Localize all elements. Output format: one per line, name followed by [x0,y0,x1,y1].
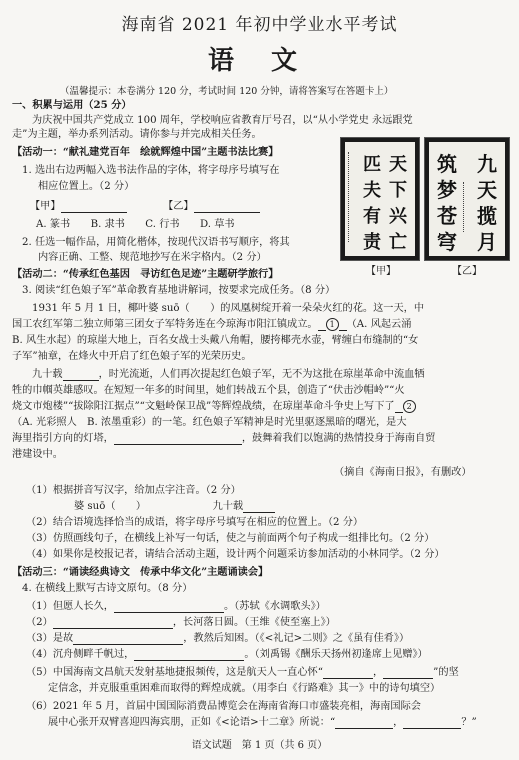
section1-heading: 一、积累与运用（25 分） [12,99,132,111]
passage-p2-line-4: （A. 光彩照人 B. 浓墨重彩）的一笔。红色娘子军精神是时光里驱逐黑暗的曙光，是大 [12,417,407,428]
calli-yi-label: 【乙】 [452,266,482,277]
calligraphy-jia [340,137,420,261]
calligraphy-yi [424,137,510,261]
q1-line-2: 相应位置上。（2 分） [38,181,135,192]
sub-q4: （4）如果你是校报记者，请结合活动主题，设计两个问题采访参加活动的小林同学。（2 分） [26,549,445,560]
passage-p2-line-6: 港建设中。 [12,449,63,460]
intro-line-2: 走”为主题，举办系列活动。请你参与并完成相关任务。 [12,129,262,140]
calli-jia-char-1: 天 [389,154,407,175]
exam-notice: （温馨提示：本卷满分 120 分，考试时间 120 分钟，请将答案写在答题卡上） [60,86,394,97]
calli-jia-char-6: 夫 [363,180,381,201]
passage-p1-line-1: 1931 年 5 月 1 日，椰叶婆 suō（ ）的凤凰树绽开着一朵朵火红的花。这一天，中 [32,303,425,314]
passage-p2-line-3: 烧文市炮楼”“拔除阳江据点”“文魁岭保卫战”等辉煌战绩，在琼崖革命斗争史上写下了 2 [12,400,416,413]
q4-item-1: （1）但愿人长久， 。（苏轼《水调歌头》） [26,601,326,612]
calli-yi-char-6: 梦 [437,178,457,202]
q2-line-1: 2. 任选一幅作品，用简化楷体，按现代汉语书写顺序，将其 [22,237,290,248]
passage-p1-line-3: B. 风生水起）的琼崖大地上，百名女战士头戴八角帽，腰挎椰壳水壶，臂缠白布缝制的“女 [12,335,419,346]
calli-yi-inscription [463,182,467,232]
q4-item-2: （2） ，长河落日圆。（王维《使至塞上》） [26,617,336,628]
q2-line-2: 内容正确、工整、规范地抄写在米字格内。（2 分） [38,252,267,263]
calli-jia-char-3: 兴 [389,206,407,227]
sub-q1-items: 婆 suō（ ） 九十载 [74,500,275,513]
q1-yi-label: 【乙】 [163,201,194,212]
q4-prompt: 4. 在横线上默写古诗文原句。（8 分） [22,583,193,594]
activity1-heading: 【活动一：“献礼建党百年 绘就辉煌中国”主题书法比赛】 [12,146,279,158]
q1-options: A. 篆书 B. 隶书 C. 行书 D. 草书 [36,219,235,230]
q4-item-4: （4）沉舟侧畔千帆过， 。（刘禹锡《酬乐天扬州初逢席上见赠》） [26,649,428,660]
calli-yi-char-2: 天 [477,178,497,202]
q3-prompt: 3. 阅读“红色娘子军”革命教育基地讲解词，按要求完成任务。（8 分） [22,285,336,296]
intro-line-1: 为庆祝中国共产党成立 100 周年，学校响应省教育厅号召，以“从小学党史 永远跟党 [32,115,413,126]
calli-yi-char-1: 九 [477,152,497,176]
passage-source: （摘自《海南日报》，有删改） [334,467,472,478]
calli-jia-char-7: 有 [363,206,381,227]
calli-jia-char-2: 下 [389,180,407,201]
calli-yi-char-4: 月 [477,230,497,254]
calli-jia-char-4: 亡 [389,232,407,253]
subject-title: 语 文 [207,46,312,76]
sub-q3: （3）仿照画线句子，在横线上补写一句话，使之与前面两个句子构成一组排比句。（2 分） [26,533,435,544]
sub-q1: （1）根据拼音写汉字，给加点字注音。（2 分） [26,485,241,496]
calli-yi-char-7: 苍 [437,204,457,228]
q4-item-5-line-2: 定信念，并克服重重困难而取得的辉煌成就。（用李白《行路难》其一》中的诗句填空） [48,683,441,694]
q4-item-6-line-1: （6）2021 年 5 月，首届中国国际消费品博览会在海南省海口市盛装亮相，海南国际会 [26,701,421,712]
passage-p1-line-2: 国工农红军第二独立师第三团女子军特务连在今琼海市阳江镇成立。 1 （A. 风起云涌 [12,319,412,330]
passage-p2-line-5: 海里指引方向的灯塔， ，鼓舞着我们以饱满的热情投身于海南自贸 [12,433,436,444]
passage-p1-line-4: 子军”袖章，在烽火中开启了红色娘子军的光荣历史。 [12,351,252,362]
sub-q2: （2）结合语境选择恰当的成语，将字母序号填写在相应的位置上。（2 分） [26,517,364,528]
calli-yi-char-3: 揽 [477,204,497,228]
activity2-heading: 【活动二：“传承红色基因 寻访红色足迹”主题研学旅行】 [12,268,279,280]
q1-answer-row [30,200,260,213]
calli-jia-inscription [348,152,353,242]
q4-item-3: （3）是故 ，教然后知困。（《<礼记>二则》之《虽有佳肴》） [26,633,410,644]
exam-title: 海南省 2021 年初中学业水平考试 [121,15,398,35]
calli-jia-char-5: 匹 [363,154,381,175]
q4-item-6-line-2: 展中心张开双臂喜迎四海宾朋，正如《<论语>十二章》所说：“ ， ？” [48,717,477,728]
page-footer: 语文试题 第 1 页（共 6 页） [191,740,328,751]
passage-p2-line-2: 牲的巾帼英雄感叹。在短短一年多的时间里，她们转战五个县，创造了“伏击沙帽岭”“火 [12,385,405,396]
passage-p2-line-1: 九十载 ，时光流逝，人们再次提起红色娘子军，无不为这批在琼崖革命中流血牺 [32,369,425,380]
q4-item-5-line-1: （5）中国海南文昌航天发射基地捷报频传，这是航天人一直心怀“ ， ”的坚 [26,667,459,678]
q1-line-1: 1. 选出右边两幅入选书法作品的字体，将字母序号填写在 [22,165,280,176]
activity3-heading: 【活动三：“诵读经典诗文 传承中华文化”主题诵读会】 [12,566,269,578]
q1-jia-label: 【甲】 [30,201,61,212]
blank-marker-1: 1 [326,318,339,331]
q1-yi-blank[interactable] [194,201,260,213]
calli-yi-char-8: 穹 [437,230,457,254]
calli-jia-char-8: 责 [363,232,381,253]
q1-jia-blank[interactable] [61,201,127,213]
calli-jia-label: 【甲】 [366,266,396,277]
blank-marker-2: 2 [403,400,416,413]
calli-yi-char-5: 筑 [437,152,457,176]
